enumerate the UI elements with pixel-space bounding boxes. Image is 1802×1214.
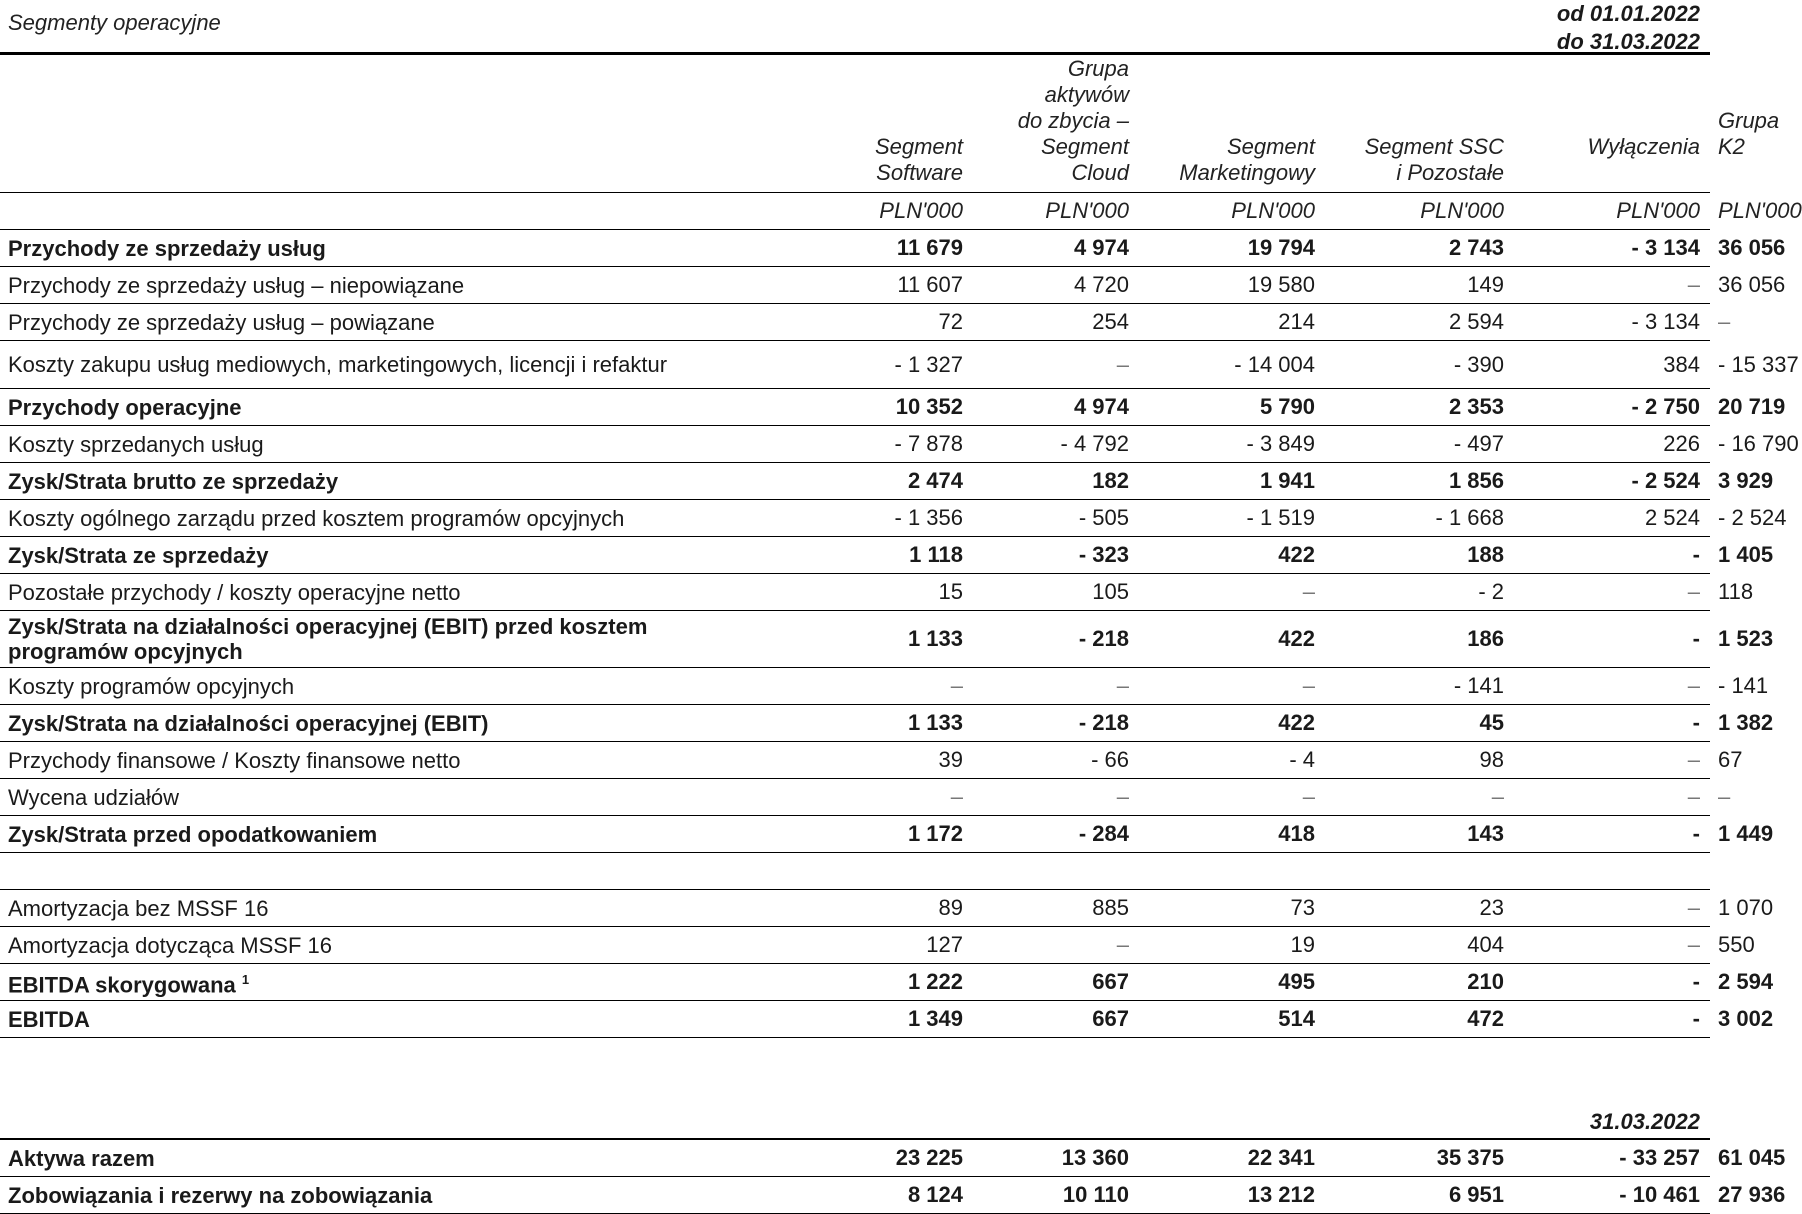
value-cell: 127: [776, 927, 973, 964]
value-cell: - 284: [973, 816, 1139, 853]
value-cell: 254: [973, 304, 1139, 341]
unit-label: PLN'000: [676, 193, 973, 230]
table-caption: Segmenty operacyjne: [8, 10, 221, 35]
value-cell: –: [1325, 779, 1514, 816]
value-cell: 1 941: [1139, 463, 1325, 500]
value-cell: -: [1514, 611, 1710, 668]
period-start: od 01.01.2022: [1556, 1, 1700, 26]
row-label: Pozostałe przychody / koszty operacyjne netto: [0, 574, 776, 611]
value-cell: 2 353: [1325, 389, 1514, 426]
value-cell: - 2 750: [1514, 389, 1710, 426]
value-cell: 1 172: [776, 816, 973, 853]
value-cell: 11 607: [776, 267, 973, 304]
value-cell: 472: [1325, 1001, 1514, 1038]
col-header-cloud: Grupa aktywów do zbycia – Segment Cloud: [973, 56, 1139, 193]
value-cell: - 66: [973, 742, 1139, 779]
value-cell: - 497: [1325, 426, 1514, 463]
table-row: Przychody finansowe / Koszty finansowe netto 39 - 66 - 4 98 – 67: [0, 742, 1710, 779]
value-cell: –: [1139, 574, 1325, 611]
value-cell: 10 352: [776, 389, 973, 426]
row-label: EBITDA: [0, 1001, 776, 1038]
row-label: Koszty programów opcyjnych: [0, 668, 776, 705]
table-row: Koszty zakupu usług mediowych, marketingowych, licencji i refaktur - 1 327 – - 14 004 - 390 384 - 15 337: [0, 341, 1710, 389]
value-cell: 422: [1139, 537, 1325, 574]
value-cell: –: [1139, 668, 1325, 705]
value-cell: 885: [973, 890, 1139, 927]
unit-row: PLN'000 PLN'000 PLN'000 PLN'000 PLN'000 PLN'000: [0, 193, 1710, 230]
value-cell: 15: [776, 574, 973, 611]
value-cell: - 323: [973, 537, 1139, 574]
row-label: Wycena udziałów: [0, 779, 776, 816]
table-row: Amortyzacja bez MSSF 16 89 885 73 23 – 1 070: [0, 890, 1710, 927]
value-cell: 186: [1325, 611, 1514, 668]
value-cell: 2 594: [1325, 304, 1514, 341]
value-cell: 1 856: [1325, 463, 1514, 500]
value-cell: - 10 461: [1514, 1177, 1710, 1214]
column-header-row: Segment Software Grupa aktywów do zbycia – Segment Cloud Segment Marketingowy Segment SSC i Pozostałe Wyłączenia Grupa K2: [0, 56, 1710, 193]
reporting-period: [1557, 0, 1700, 56]
value-cell: 1 118: [776, 537, 973, 574]
value-cell: - 7 878: [776, 426, 973, 463]
value-cell: 35 375: [1325, 1139, 1514, 1177]
value-cell: 422: [1139, 705, 1325, 742]
unit-label: PLN'000: [1514, 193, 1710, 230]
value-cell: –: [973, 341, 1139, 389]
table-row: Zysk/Strata przed opodatkowaniem 1 172 - 284 418 143 - 1 449: [0, 816, 1710, 853]
value-cell: - 4 792: [973, 426, 1139, 463]
value-cell: 2 524: [1514, 500, 1710, 537]
balance-date-row: [0, 1106, 1710, 1139]
table-row: Przychody ze sprzedaży usług 11 679 4 974 19 794 2 743 - 3 134 36 056: [0, 230, 1710, 267]
row-label: Przychody operacyjne: [0, 389, 776, 426]
row-label: Aktywa razem: [0, 1139, 776, 1177]
col-header-eliminations: Wyłączenia: [1514, 56, 1710, 193]
row-label: Przychody ze sprzedaży usług – powiązane: [0, 304, 776, 341]
value-cell: 22 341: [1139, 1139, 1325, 1177]
value-cell: 514: [1139, 1001, 1325, 1038]
value-cell: 11 679: [776, 230, 973, 267]
row-label: Przychody finansowe / Koszty finansowe netto: [0, 742, 776, 779]
table-row: Przychody operacyjne 10 352 4 974 5 790 2 353 - 2 750 20 719: [0, 389, 1710, 426]
table-row: Wycena udziałów – – – – – –: [0, 779, 1710, 816]
segments-table: [0, 56, 1802, 1214]
table-row: Koszty sprzedanych usług - 7 878 - 4 792 - 3 849 - 497 226 - 16 790: [0, 426, 1710, 463]
value-cell: 105: [973, 574, 1139, 611]
value-cell: -: [1514, 537, 1710, 574]
value-cell: –: [776, 779, 973, 816]
balance-date: 31.03.2022: [0, 1106, 1710, 1139]
value-cell: - 1 668: [1325, 500, 1514, 537]
value-cell: –: [1139, 779, 1325, 816]
header-label-cell: [0, 56, 676, 193]
footnote-marker: 1: [241, 971, 250, 987]
table-row: Zobowiązania i rezerwy na zobowiązania 8 124 10 110 13 212 6 951 - 10 461 27 936: [0, 1177, 1710, 1214]
value-cell: 667: [973, 1001, 1139, 1038]
value-cell: 4 974: [973, 230, 1139, 267]
value-cell: - 218: [973, 705, 1139, 742]
value-cell: - 218: [973, 611, 1139, 668]
table-row: Aktywa razem 23 225 13 360 22 341 35 375 - 33 257 61 045: [0, 1139, 1710, 1177]
value-cell: 404: [1325, 927, 1514, 964]
value-cell: –: [973, 927, 1139, 964]
value-cell: 418: [1139, 816, 1325, 853]
row-label: Amortyzacja bez MSSF 16: [0, 890, 776, 927]
value-cell: 72: [776, 304, 973, 341]
value-cell: 188: [1325, 537, 1514, 574]
table-row: Pozostałe przychody / koszty operacyjne netto 15 105 – - 2 – 118: [0, 574, 1710, 611]
value-cell: -: [1514, 964, 1710, 1001]
row-label: Zysk/Strata brutto ze sprzedaży: [0, 463, 776, 500]
table-row: Zysk/Strata brutto ze sprzedaży 2 474 182 1 941 1 856 - 2 524 3 929: [0, 463, 1710, 500]
value-cell: 8 124: [776, 1177, 973, 1214]
value-cell: 13 360: [973, 1139, 1139, 1177]
value-cell: 226: [1514, 426, 1710, 463]
value-cell: - 3 134: [1514, 304, 1710, 341]
value-cell: -: [1514, 1001, 1710, 1038]
period-end: do 31.03.2022: [1556, 29, 1700, 54]
value-cell: - 2: [1325, 574, 1514, 611]
col-header-ssc: Segment SSC i Pozostałe: [1325, 56, 1514, 193]
table-row: Zysk/Strata na działalności operacyjnej (EBIT) 1 133 - 218 422 45 - 1 382: [0, 705, 1710, 742]
col-header-software: Segment Software: [676, 56, 973, 193]
value-cell: –: [973, 779, 1139, 816]
value-cell: - 1 356: [776, 500, 973, 537]
value-cell: - 1 327: [776, 341, 973, 389]
value-cell: - 4: [1139, 742, 1325, 779]
unit-label: PLN'000: [973, 193, 1139, 230]
value-cell: 2 743: [1325, 230, 1514, 267]
value-cell: 19 580: [1139, 267, 1325, 304]
value-cell: 422: [1139, 611, 1325, 668]
value-cell: 89: [776, 890, 973, 927]
value-cell: - 2 524: [1514, 463, 1710, 500]
value-cell: - 1 519: [1139, 500, 1325, 537]
row-label: Amortyzacja dotycząca MSSF 16: [0, 927, 776, 964]
value-cell: –: [776, 668, 973, 705]
value-cell: 1 222: [776, 964, 973, 1001]
value-cell: 98: [1325, 742, 1514, 779]
value-cell: 2 474: [776, 463, 973, 500]
value-cell: 19: [1139, 927, 1325, 964]
top-rule: [0, 52, 1710, 55]
value-cell: –: [973, 668, 1139, 705]
table-row: Przychody ze sprzedaży usług – powiązane 72 254 214 2 594 - 3 134 –: [0, 304, 1710, 341]
value-cell: 23 225: [776, 1139, 973, 1177]
value-cell: 143: [1325, 816, 1514, 853]
value-cell: - 390: [1325, 341, 1514, 389]
value-cell: 1 349: [776, 1001, 973, 1038]
table-row: Zysk/Strata ze sprzedaży 1 118 - 323 422 188 - 1 405: [0, 537, 1710, 574]
table-row: Koszty ogólnego zarządu przed kosztem programów opcyjnych - 1 356 - 505 - 1 519 - 1 668 2 524 - 2 524: [0, 500, 1710, 537]
value-cell: -: [1514, 816, 1710, 853]
value-cell: - 33 257: [1514, 1139, 1710, 1177]
table-row: Koszty programów opcyjnych – – – - 141 – - 141: [0, 668, 1710, 705]
value-cell: 73: [1139, 890, 1325, 927]
value-cell: - 505: [973, 500, 1139, 537]
table-row: Przychody ze sprzedaży usług – niepowiązane 11 607 4 720 19 580 149 – 36 056: [0, 267, 1710, 304]
value-cell: - 14 004: [1139, 341, 1325, 389]
value-cell: 4 720: [973, 267, 1139, 304]
row-label: Koszty ogólnego zarządu przed kosztem programów opcyjnych: [0, 500, 776, 537]
unit-label: PLN'000: [1325, 193, 1514, 230]
table-row: EBITDA 1 349 667 514 472 - 3 002: [0, 1001, 1710, 1038]
value-cell: 45: [1325, 705, 1514, 742]
row-label: Zysk/Strata przed opodatkowaniem: [0, 816, 776, 853]
table-row: Zysk/Strata na działalności operacyjnej (EBIT) przed kosztem programów opcyjnych 1 133 - 218 422 186 - 1 523: [0, 611, 1710, 668]
value-cell: -: [1514, 705, 1710, 742]
value-cell: 149: [1325, 267, 1514, 304]
value-cell: –: [1514, 574, 1710, 611]
value-cell: 10 110: [973, 1177, 1139, 1214]
spacer-row: [0, 853, 1710, 890]
value-cell: –: [1514, 927, 1710, 964]
value-cell: 19 794: [1139, 230, 1325, 267]
value-cell: 667: [973, 964, 1139, 1001]
row-label: Zobowiązania i rezerwy na zobowiązania: [0, 1177, 776, 1214]
value-cell: –: [1514, 267, 1710, 304]
unit-label: PLN'000: [1139, 193, 1325, 230]
value-cell: 6 951: [1325, 1177, 1514, 1214]
value-cell: - 141: [1325, 668, 1514, 705]
table-row: Amortyzacja dotycząca MSSF 16 127 – 19 404 – 550: [0, 927, 1710, 964]
value-cell: 1 133: [776, 705, 973, 742]
table-row: EBITDA skorygowana $^1$ 1 222 667 495 210 - 2 594: [0, 964, 1710, 1001]
value-cell: 384: [1514, 341, 1710, 389]
value-cell: 5 790: [1139, 389, 1325, 426]
value-cell: 23: [1325, 890, 1514, 927]
row-label: Zysk/Strata na działalności operacyjnej (EBIT) przed kosztem programów opcyjnych: [0, 611, 776, 668]
value-cell: 39: [776, 742, 973, 779]
value-cell: 1 133: [776, 611, 973, 668]
value-cell: –: [1514, 779, 1710, 816]
value-cell: - 3 134: [1514, 230, 1710, 267]
row-label: Przychody ze sprzedaży usług: [0, 230, 776, 267]
value-cell: 210: [1325, 964, 1514, 1001]
row-label: EBITDA skorygowana $^1$: [0, 964, 776, 1001]
value-cell: –: [1514, 890, 1710, 927]
row-label: Zysk/Strata ze sprzedaży: [0, 537, 776, 574]
row-label: Przychody ze sprzedaży usług – niepowiązane: [0, 267, 776, 304]
col-header-marketing: Segment Marketingowy: [1139, 56, 1325, 193]
row-label: Koszty sprzedanych usług: [0, 426, 776, 463]
value-cell: 182: [973, 463, 1139, 500]
value-cell: 13 212: [1139, 1177, 1325, 1214]
spacer-row: [0, 1038, 1710, 1107]
value-cell: 495: [1139, 964, 1325, 1001]
row-label: Zysk/Strata na działalności operacyjnej (EBIT): [0, 705, 776, 742]
row-label: Koszty zakupu usług mediowych, marketingowych, licencji i refaktur: [0, 341, 776, 389]
value-cell: 214: [1139, 304, 1325, 341]
value-cell: –: [1514, 742, 1710, 779]
value-cell: 4 974: [973, 389, 1139, 426]
value-cell: –: [1514, 668, 1710, 705]
value-cell: - 3 849: [1139, 426, 1325, 463]
